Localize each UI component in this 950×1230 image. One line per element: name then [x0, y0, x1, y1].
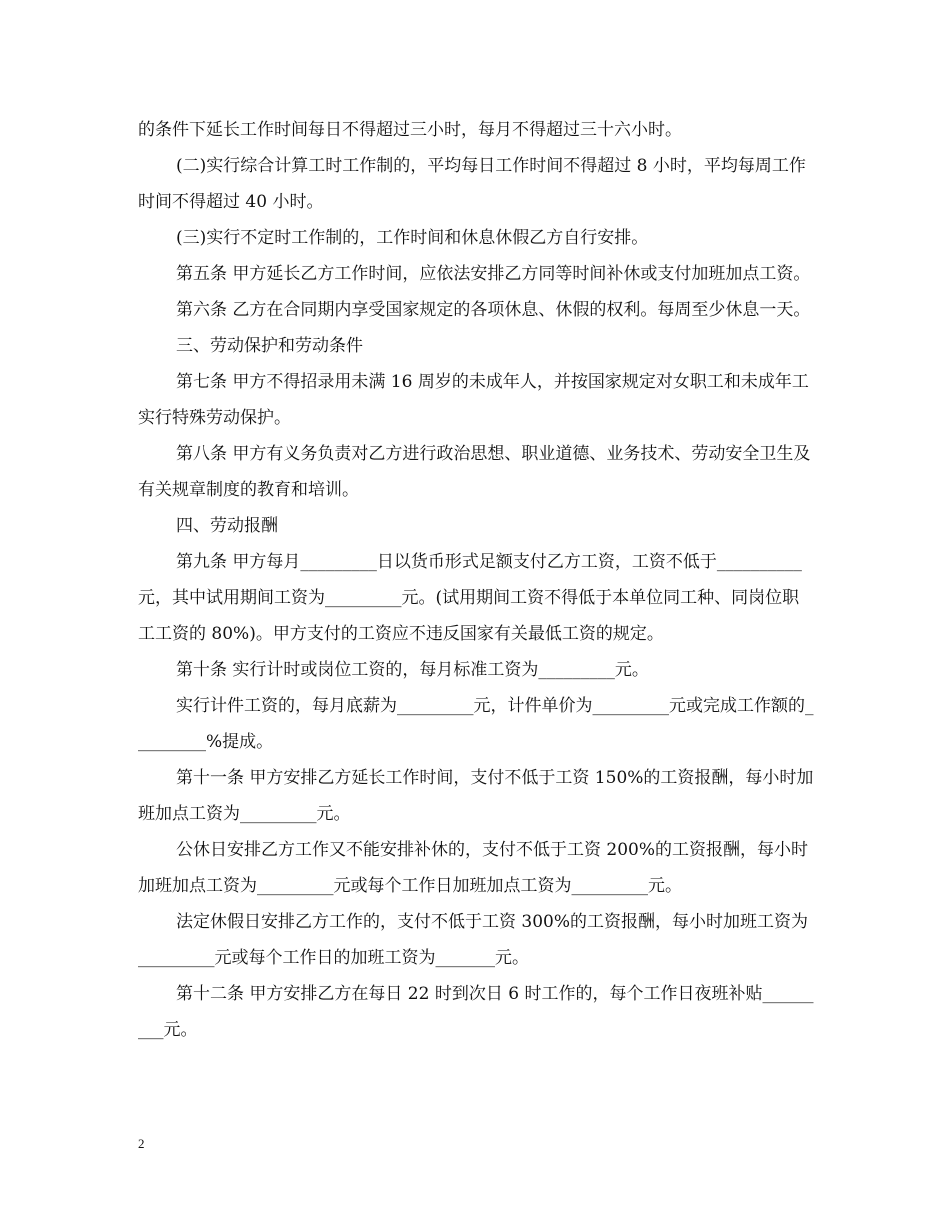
article-7: 第七条 甲方不得招录用未满 16 周岁的未成年人，并按国家规定对女职工和未成年工实行特殊劳动保护。: [138, 372, 809, 428]
page-number: 2: [138, 1136, 145, 1151]
document-body: [138, 112, 814, 1048]
article-9: 第九条 甲方每月_________日以货币形式足额支付乙方工资，工资不低于__________元，其中试用期间工资为_________元。(试用期间工资不得低于本单位同工种、同岗位职工工资的 80%)。甲方支付的工资应不违反国家有关最低工资的规定。: [138, 552, 802, 644]
paragraph: (二)实行综合计算工时工作制的，平均每日工作时间不得超过 8 小时，平均每周工作时间不得超过 40 小时。: [138, 156, 806, 212]
paragraph: (三)实行不定时工作制的，工作时间和休息休假乙方自行安排。: [176, 228, 649, 248]
section-heading: 四、劳动报酬: [176, 516, 278, 536]
section-heading: 三、劳动保护和劳动条件: [176, 336, 363, 356]
article-12: 第十二条 甲方安排乙方在每日 22 时到次日 6 时工作的，每个工作日夜班补贴_________元。: [138, 984, 814, 1040]
article-8: 第八条 甲方有义务负责对乙方进行政治思想、职业道德、业务技术、劳动安全卫生及有关规章制度的教育和培训。: [138, 444, 811, 500]
article-11: 第十一条 甲方安排乙方延长工作时间，支付不低于工资 150%的工资报酬，每小时加班加点工资为_________元。: [138, 768, 814, 824]
paragraph: 法定休假日安排乙方工作的，支付不低于工资 300%的工资报酬，每小时加班工资为_________元或每个工作日的加班工资为_______元。: [138, 912, 809, 968]
paragraph: 的条件下延长工作时间每日不得超过三小时，每月不得超过三十六小时。: [138, 120, 682, 140]
article-6: 第六条 乙方在合同期内享受国家规定的各项休息、休假的权利。每周至少休息一天。: [176, 300, 811, 320]
article-5: 第五条 甲方延长乙方工作时间，应依法安排乙方同等时间补休或支付加班加点工资。: [176, 264, 811, 284]
paragraph: 公休日安排乙方工作又不能安排补休的，支付不低于工资 200%的工资报酬，每小时加班加点工资为_________元或每个工作日加班加点工资为_________元。: [138, 840, 809, 896]
paragraph: 实行计件工资的，每月底薪为_________元，计件单价为_________元或完成工作额的_________%提成。: [138, 696, 814, 752]
article-10: 第十条 实行计时或岗位工资的，每月标准工资为_________元。: [176, 660, 649, 680]
